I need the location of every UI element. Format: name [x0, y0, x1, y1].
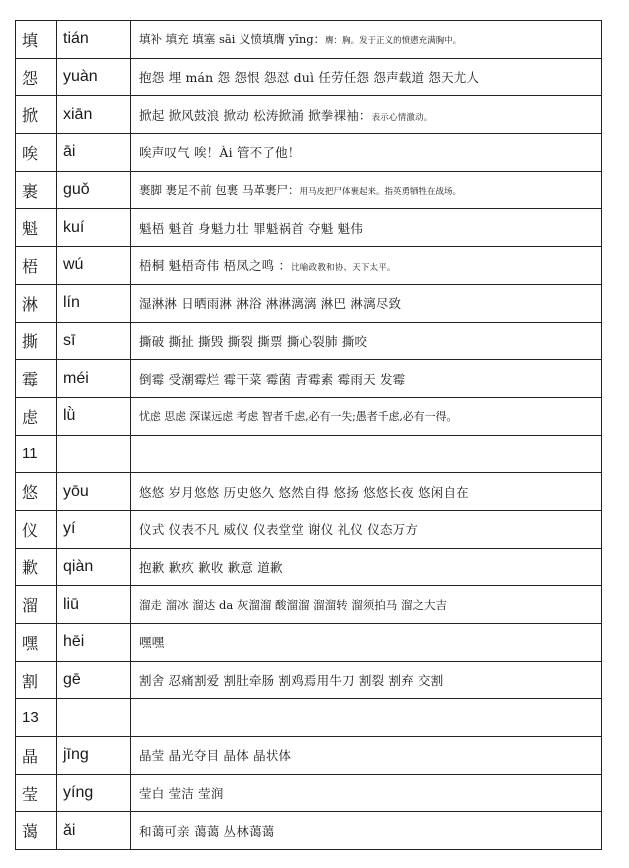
words-text: 嘿嘿: [139, 635, 165, 651]
pinyin-cell: āi: [57, 134, 131, 172]
lesson-number-row: [16, 699, 602, 737]
character-cell: 割: [16, 661, 57, 699]
words-cell: [131, 397, 602, 435]
words-text: 湿淋淋 日晒雨淋 淋浴 淋淋漓漓 淋巴 淋漓尽致: [139, 296, 402, 312]
pinyin-cell: wú: [57, 247, 131, 285]
definition-note: 膺：胸。发于正义的愤懑充满胸中。: [325, 36, 462, 47]
pinyin-cell: xiān: [57, 96, 131, 134]
definition-note: 用马皮把尸体裹起来。指英勇牺牲在战场。: [299, 187, 461, 198]
pinyin-cell: liū: [57, 586, 131, 624]
definition-note: 比喻政教和协、天下太平。: [291, 263, 396, 274]
words-cell: [131, 21, 602, 59]
lesson-number-cell: 11: [16, 435, 57, 473]
table-row: [16, 284, 602, 322]
words-text: 溜走 溜冰 溜达 da 灰溜溜 酸溜溜 溜溜转 溜须拍马 溜之大吉: [139, 597, 447, 612]
table-row: [16, 737, 602, 775]
words-cell: [131, 812, 602, 850]
table-row: [16, 473, 602, 511]
words-cell: [131, 624, 602, 662]
words-text: 倒霉 受潮霉烂 霉干菜 霉菌 青霉素 霉雨天 发霉: [139, 371, 406, 387]
pinyin-cell: yíng: [57, 774, 131, 812]
table-row: [16, 21, 602, 59]
character-cell: 虑: [16, 397, 57, 435]
pinyin-cell: yōu: [57, 473, 131, 511]
character-cell: 撕: [16, 322, 57, 360]
words-cell: [131, 548, 602, 586]
table-row: [16, 812, 602, 850]
pinyin-cell: yuàn: [57, 58, 131, 96]
words-text: 裹脚 裹足不前 包裹 马革裹尸：: [139, 183, 300, 198]
words-cell: [131, 209, 602, 247]
character-cell: 晶: [16, 737, 57, 775]
words-cell: [131, 96, 602, 134]
words-cell: [131, 58, 602, 96]
words-cell: [131, 661, 602, 699]
words-text: 忧虑 思虑 深谋远虑 考虑 智者千虑,必有一失;愚者千虑,必有一得。: [139, 410, 458, 424]
words-text: 填补 填充 填塞 sāi 义愤填膺 yīng：: [139, 32, 326, 47]
pinyin-cell: qiàn: [57, 548, 131, 586]
words-text: 抱歉 歉疚 歉收 歉意 道歉: [139, 559, 283, 575]
words-cell: [131, 134, 602, 172]
character-cell: 蔼: [16, 812, 57, 850]
words-cell: [131, 247, 602, 285]
character-cell: 莹: [16, 774, 57, 812]
pinyin-cell: méi: [57, 360, 131, 398]
character-cell: 填: [16, 21, 57, 59]
table-row: [16, 360, 602, 398]
words-cell: [131, 473, 602, 511]
character-cell: 悠: [16, 473, 57, 511]
words-cell: [131, 284, 602, 322]
table-row: [16, 134, 602, 172]
pinyin-cell: tián: [57, 21, 131, 59]
character-cell: 梧: [16, 247, 57, 285]
character-cell: 唉: [16, 134, 57, 172]
words-text: 晶莹 晶光夺目 晶体 晶状体: [139, 748, 292, 764]
table-row: [16, 774, 602, 812]
character-cell: 掀: [16, 96, 57, 134]
words-cell: [131, 360, 602, 398]
character-cell: 溜: [16, 586, 57, 624]
character-cell: 裹: [16, 171, 57, 209]
words-text: 撕破 撕扯 撕毁 撕裂 撕票 撕心裂肺 撕咬: [139, 333, 368, 349]
definition-note: 表示心情激动。: [371, 112, 433, 123]
pinyin-cell: kuí: [57, 209, 131, 247]
vocabulary-table: [15, 20, 602, 850]
words-cell: [131, 510, 602, 548]
table-row: [16, 661, 602, 699]
character-cell: 霉: [16, 360, 57, 398]
lesson-number-cell: 13: [16, 699, 57, 737]
character-cell: 嘿: [16, 624, 57, 662]
words-cell: [131, 774, 602, 812]
table-row: [16, 58, 602, 96]
character-cell: 仪: [16, 510, 57, 548]
table-row: [16, 209, 602, 247]
words-text: 和蔼可亲 蔼蔼 丛林蔼蔼: [139, 823, 275, 839]
lesson-number-row: [16, 435, 602, 473]
words-cell: [131, 699, 602, 737]
character-cell: 淋: [16, 284, 57, 322]
vocabulary-table-body: [16, 21, 602, 850]
table-row: [16, 397, 602, 435]
pinyin-cell: hēi: [57, 624, 131, 662]
pinyin-cell: lín: [57, 284, 131, 322]
pinyin-cell: gē: [57, 661, 131, 699]
pinyin-cell: ǎi: [57, 812, 131, 850]
words-text: 掀起 掀风鼓浪 掀动 松涛掀涌 掀拳裸袖：: [139, 107, 372, 123]
words-text: 悠悠 岁月悠悠 历史悠久 悠然自得 悠扬 悠悠长夜 悠闲自在: [139, 484, 469, 500]
words-cell: [131, 435, 602, 473]
table-row: [16, 322, 602, 360]
table-row: [16, 548, 602, 586]
character-cell: 怨: [16, 58, 57, 96]
pinyin-cell: jīng: [57, 737, 131, 775]
words-cell: [131, 737, 602, 775]
pinyin-cell: lǜ: [57, 397, 131, 435]
table-row: [16, 586, 602, 624]
words-cell: [131, 322, 602, 360]
table-row: [16, 247, 602, 285]
table-row: [16, 624, 602, 662]
words-text: 抱怨 埋 mán 怨 怨恨 怨怼 duì 任劳任怨 怨声载道 怨天尤人: [139, 70, 480, 86]
words-text: 魁梧 魁首 身魁力壮 罪魁祸首 夺魁 魁伟: [139, 220, 364, 236]
character-cell: 歉: [16, 548, 57, 586]
pinyin-cell: sī: [57, 322, 131, 360]
table-row: [16, 171, 602, 209]
words-cell: [131, 586, 602, 624]
pinyin-cell: [57, 435, 131, 473]
words-text: 仪式 仪表不凡 威仪 仪表堂堂 谢仪 礼仪 仪态万方: [139, 522, 419, 538]
character-cell: 魁: [16, 209, 57, 247]
words-text: 唉声叹气 唉！Ài 管不了他！: [139, 145, 301, 161]
words-cell: [131, 171, 602, 209]
words-text: 莹白 莹洁 莹润: [139, 786, 224, 802]
words-text: 梧桐 魁梧奇伟 梧凤之鸣 ：: [139, 258, 292, 274]
words-text: 割舍 忍痛割爱 割肚牵肠 割鸡焉用牛刀 割裂 割弃 交割: [139, 673, 444, 689]
pinyin-cell: yí: [57, 510, 131, 548]
pinyin-cell: guǒ: [57, 171, 131, 209]
pinyin-cell: [57, 699, 131, 737]
table-row: [16, 510, 602, 548]
table-row: [16, 96, 602, 134]
